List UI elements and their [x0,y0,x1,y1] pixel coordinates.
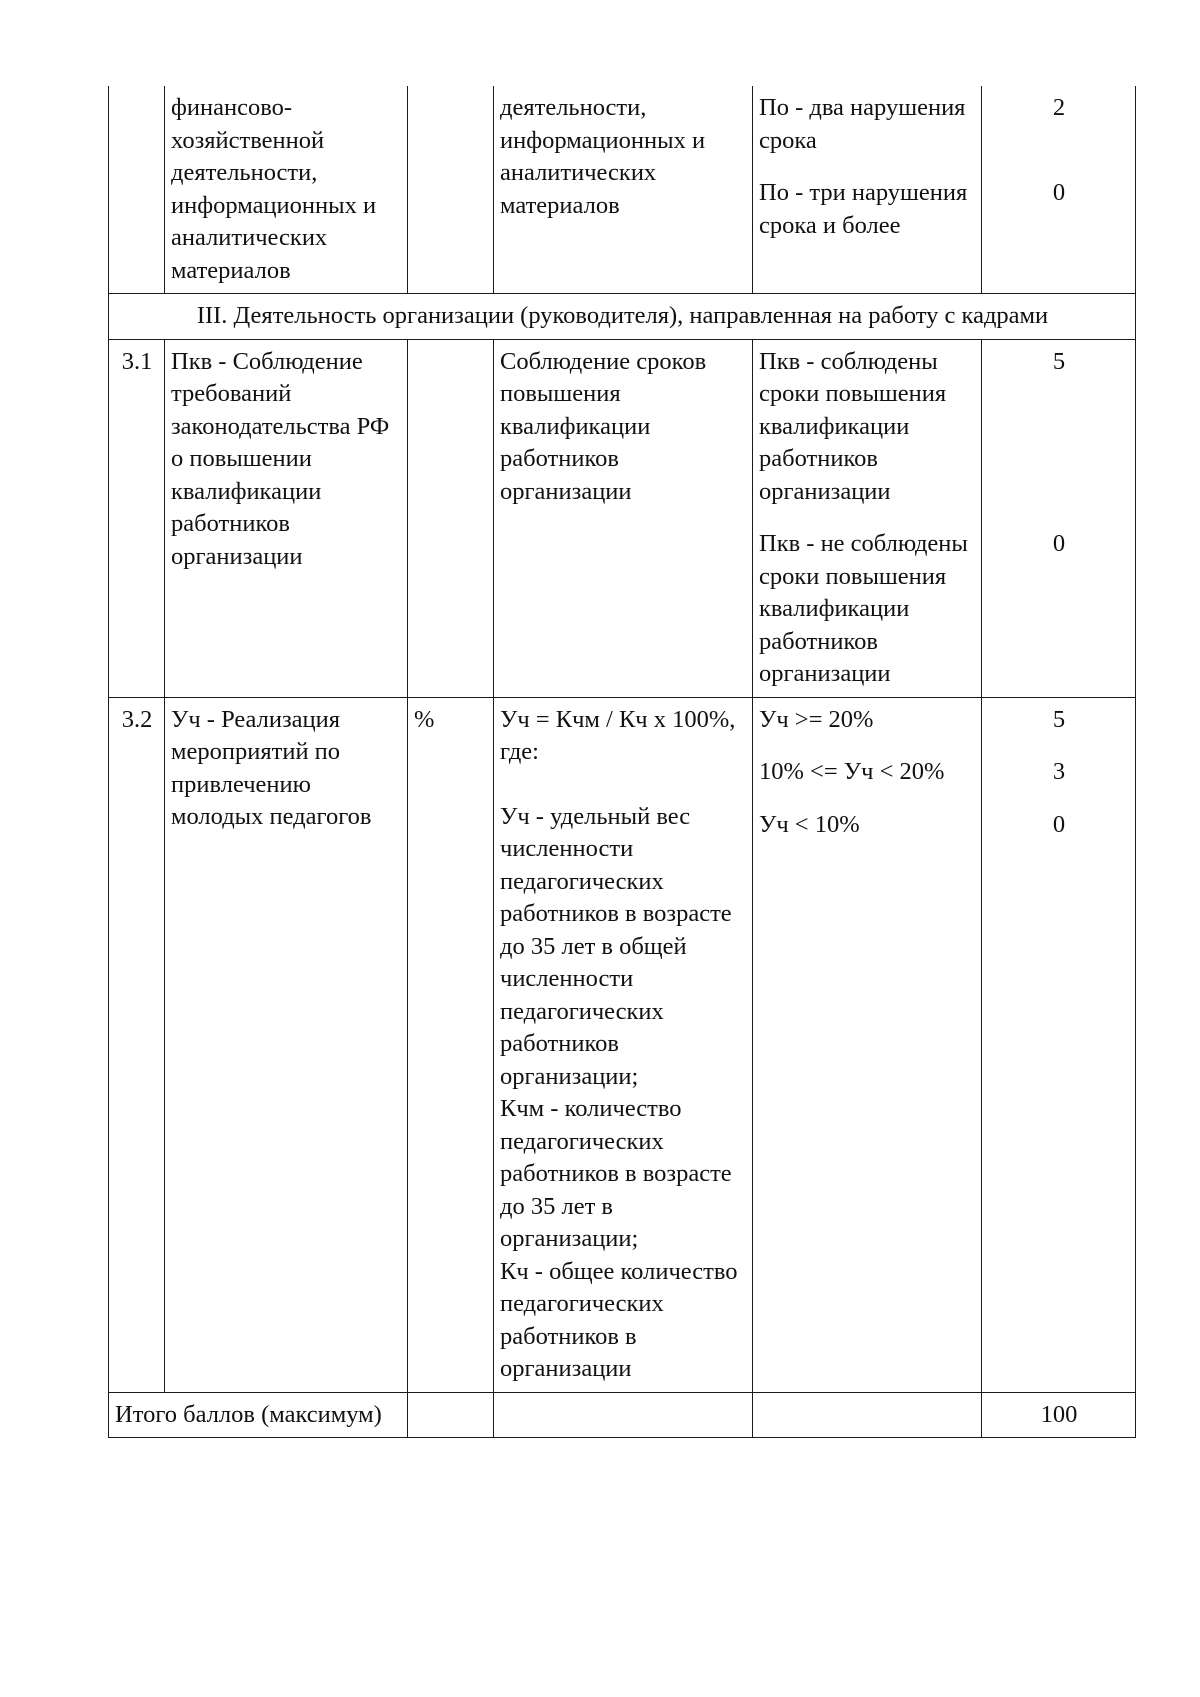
cell-total-label [109,1392,408,1438]
cell-indicator-name [165,86,408,294]
cell-empty [408,1392,494,1438]
criterion-text: По - два нарушения срока [759,94,966,154]
cell-criteria [753,86,982,294]
cell-empty [494,1392,753,1438]
cell-unit [408,86,494,294]
method-definition: Уч - удельный вес численности педагогических работников в возрасте до 35 лет в общей численности педагогических работников организации; [500,802,732,1090]
cell-indicator-name [165,339,408,697]
cell-num [109,339,165,697]
total-label: Итого баллов (максимум) [115,1400,382,1428]
row-number: 3.1 [121,347,153,375]
criterion-text: Пкв - соблюдены сроки повышения квалификации работников организации [759,347,947,505]
method-definition: Кчм - количество педагогических работников в возрасте до 35 лет в организации; [500,1095,732,1252]
row-number: 3.2 [121,705,153,733]
total-score: 100 [1040,1400,1078,1428]
criterion-score: 3 [1052,758,1066,785]
cell-method [494,86,753,294]
table-row-total [109,1392,1136,1438]
indicator-name-text: Пкв - Соблюдение требований законодательства РФ о повышении квалификации работников организации [171,347,390,570]
criterion-text: По - три нарушения срока и более [759,179,968,239]
cell-unit [408,697,494,1392]
criterion-text: Пкв - не соблюдены сроки повышения квалификации работников организации [759,530,968,687]
cell-unit [408,339,494,697]
criterion-text: Уч < 10% [759,810,860,838]
criterion-score: 0 [1052,530,1066,557]
method-definition: Кч - общее количество педагогических работников в организации [500,1257,738,1382]
table-row-3-1 [109,339,1136,697]
cell-num [109,697,165,1392]
method-text: деятельности, информационных и аналитических материалов [500,94,706,219]
criterion-score: 5 [1052,347,1066,375]
criterion-score: 0 [1052,810,1066,838]
table-row-continued [109,86,1136,294]
cell-score [982,697,1136,1392]
criteria-table [108,86,1136,1438]
method-spacer [500,769,747,801]
method-text: Соблюдение сроков повышения квалификации работников организации [500,347,707,505]
cell-criteria [753,697,982,1392]
table-row-3-2 [109,697,1136,1392]
method-formula: Уч = Кчм / Кч x 100%, где: [500,705,736,765]
cell-score [982,86,1136,294]
cell-total-score [982,1392,1136,1438]
cell-num-empty [109,86,165,294]
cell-indicator-name [165,697,408,1392]
unit-text: % [414,705,435,733]
criterion-score: 5 [1052,705,1066,733]
cell-method [494,339,753,697]
cell-method [494,697,753,1392]
section-title [109,294,1136,340]
criterion-text: Уч >= 20% [759,705,874,733]
indicator-name-text: финансово-хозяйственной деятельности, информационных и аналитических материалов [171,94,377,284]
criterion-text: 10% <= Уч < 20% [759,758,945,785]
cell-empty [753,1392,982,1438]
section-title-text: III. Деятельность организации (руководителя), направленная на работу с кадрами [196,302,1049,329]
criterion-score: 2 [1052,94,1066,121]
cell-score [982,339,1136,697]
indicator-name-text: Уч - Реализация мероприятий по привлечению молодых педагогов [171,705,372,830]
table-row-section [109,294,1136,340]
criterion-score: 0 [1052,178,1066,206]
cell-criteria [753,339,982,697]
